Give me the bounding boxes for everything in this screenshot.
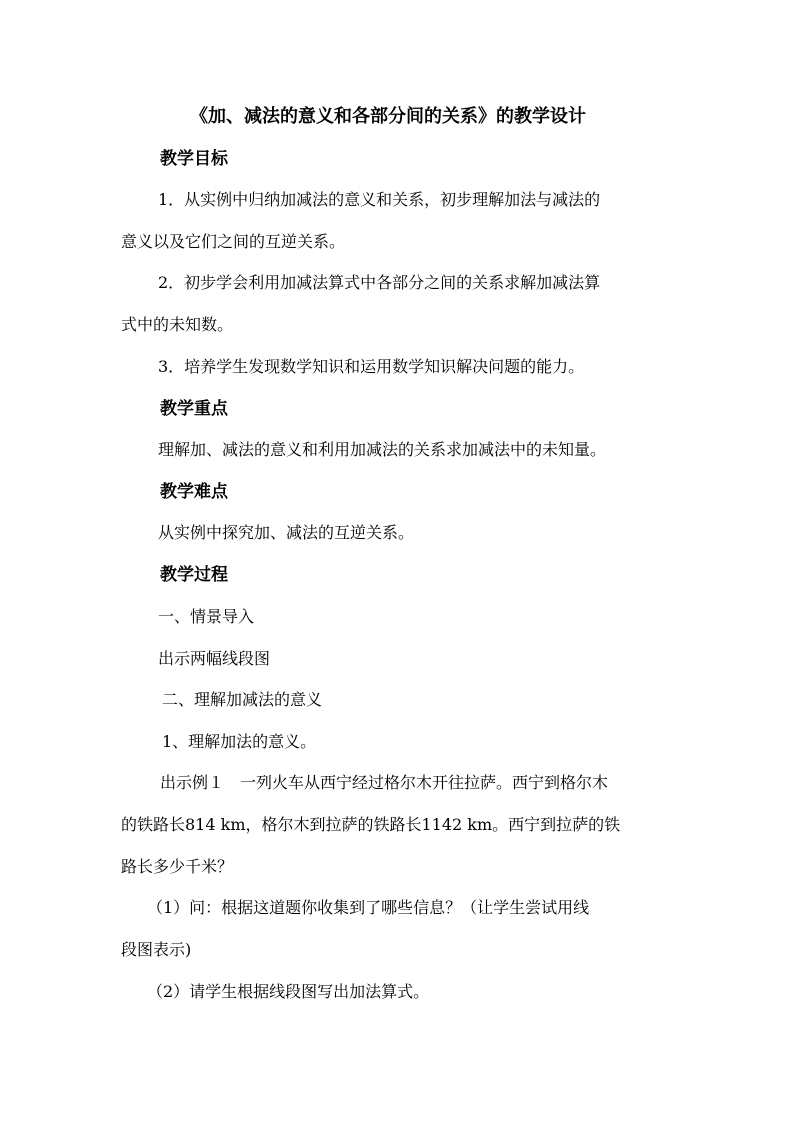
- subsection-1-title: 1、理解加法的意义。: [162, 732, 317, 751]
- section-1-title: 一、情景导入: [158, 607, 255, 626]
- difficulties-text: 从实例中探究加、减法的互逆关系。: [158, 523, 415, 542]
- objective-2-line-1: 2．初步学会利用加减法算式中各部分之间的关系求解加减法算: [158, 273, 601, 292]
- example-line-2: 的铁路长814 km，格尔木到拉萨的铁路长1142 km。西宁到拉萨的铁: [121, 815, 621, 834]
- objective-1-line-2: 意义以及它们之间的互逆关系。: [121, 232, 346, 251]
- objectives-heading: 教学目标: [160, 149, 228, 169]
- difficulties-heading: 教学难点: [160, 482, 228, 502]
- key-points-text: 理解加、减法的意义和利用加减法的关系求加减法中的未知量。: [158, 440, 607, 459]
- example-line-1: 出示例１ 一列火车从西宁经过格尔木开往拉萨。西宁到格尔木: [160, 773, 609, 792]
- objective-3: 3．培养学生发现数学知识和运用数学知识解决问题的能力。: [158, 357, 585, 376]
- key-points-heading: 教学重点: [160, 399, 228, 419]
- objective-1-line-1: 1．从实例中归纳加减法的意义和关系，初步理解加法与减法的: [158, 190, 601, 209]
- step-1-line-2: 段图表示): [121, 940, 192, 959]
- example-line-3: 路长多少千米？: [121, 857, 234, 876]
- objective-2-line-2: 式中的未知数。: [121, 315, 234, 334]
- step-1-line-1: （1）问：根据这道题你收集到了哪些信息？（让学生尝试用线: [147, 898, 590, 917]
- page-title: 《加、减法的意义和各部分间的关系》的教学设计: [190, 106, 586, 127]
- section-1-text: 出示两幅线段图: [158, 649, 271, 668]
- step-2: （2）请学生根据线段图写出加法算式。: [147, 982, 430, 1001]
- process-heading: 教学过程: [160, 565, 228, 585]
- section-2-title: 二、理解加减法的意义: [162, 690, 323, 709]
